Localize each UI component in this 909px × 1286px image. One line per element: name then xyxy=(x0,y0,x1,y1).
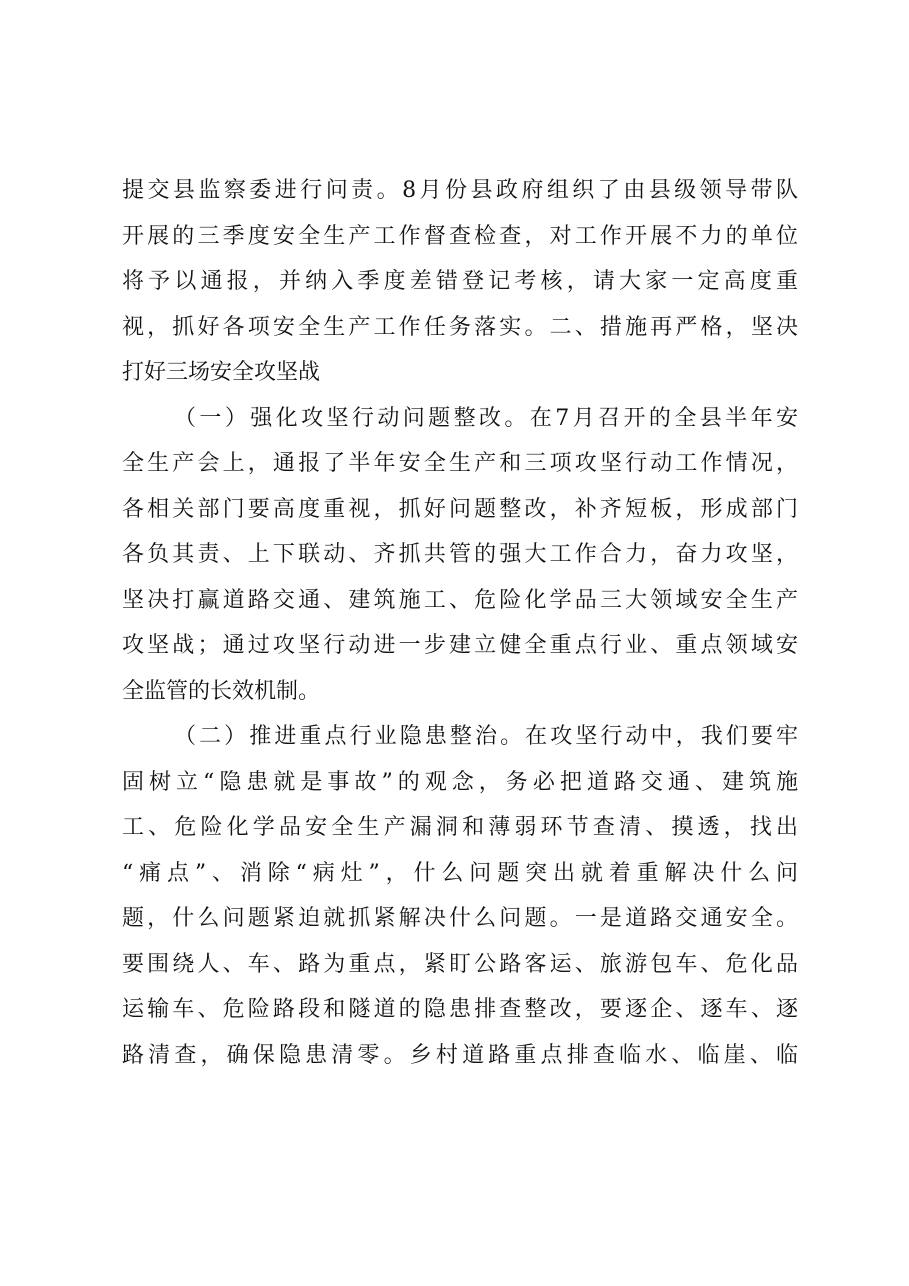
paragraph xyxy=(122,714,798,1078)
text-line: 运输车、危险路段和隧道的隐患排查整改，要逐企、逐车、逐 xyxy=(122,997,798,1022)
text-line: 打好三场安全攻坚战 xyxy=(122,360,321,385)
document-body xyxy=(122,168,798,1078)
text-line: 工、危险化学品安全生产漏洞和薄弱环节查清、摸透，找出 xyxy=(122,815,798,840)
text-line: 坚决打赢道路交通、建筑施工、危险化学品三大领域安全生产 xyxy=(122,587,798,613)
text-line: （一）强化攻坚行动问题整改。在7月召开的全县半年安 xyxy=(174,405,798,431)
paragraph xyxy=(122,168,798,396)
text-line: 各相关部门要高度重视，抓好问题整改，补齐短板，形成部门 xyxy=(122,496,798,522)
text-line: 各负其责、上下联动、齐抓共管的强大工作合力，奋力攻坚， xyxy=(122,542,798,567)
text-line: 要围绕人、车、路为重点，紧盯公路客运、旅游包车、危化品 xyxy=(122,951,798,977)
text-line: 固树立“隐患就是事故”的观念，务必把道路交通、建筑施 xyxy=(122,769,798,795)
text-line: （二）推进重点行业隐患整治。在攻坚行动中，我们要牢 xyxy=(174,724,798,749)
text-line: 将予以通报，并纳入季度差错登记考核，请大家一定高度重 xyxy=(122,269,798,294)
text-line: 路清查，确保隐患清零。乡村道路重点排查临水、临崖、临 xyxy=(122,1042,798,1068)
text-line: “痛点”、消除“病灶”，什么问题突出就着重解决什么问 xyxy=(122,860,798,886)
text-line: 视，抓好各项安全生产工作任务落实。二、措施再严格，坚决 xyxy=(122,314,798,340)
text-line: 提交县监察委进行问责。8月份县政府组织了由县级领导带队 xyxy=(122,178,798,203)
text-line: 攻坚战；通过攻坚行动进一步建立健全重点行业、重点领域安 xyxy=(122,633,798,658)
text-line: 全生产会上，通报了半年安全生产和三项攻坚行动工作情况， xyxy=(122,451,798,476)
paragraph xyxy=(122,396,798,715)
text-line: 开展的三季度安全生产工作督查检查，对工作开展不力的单位 xyxy=(122,223,798,249)
text-line: 全监管的长效机制。 xyxy=(122,678,321,704)
text-line: 题，什么问题紧迫就抓紧解决什么问题。一是道路交通安全。 xyxy=(122,906,798,931)
